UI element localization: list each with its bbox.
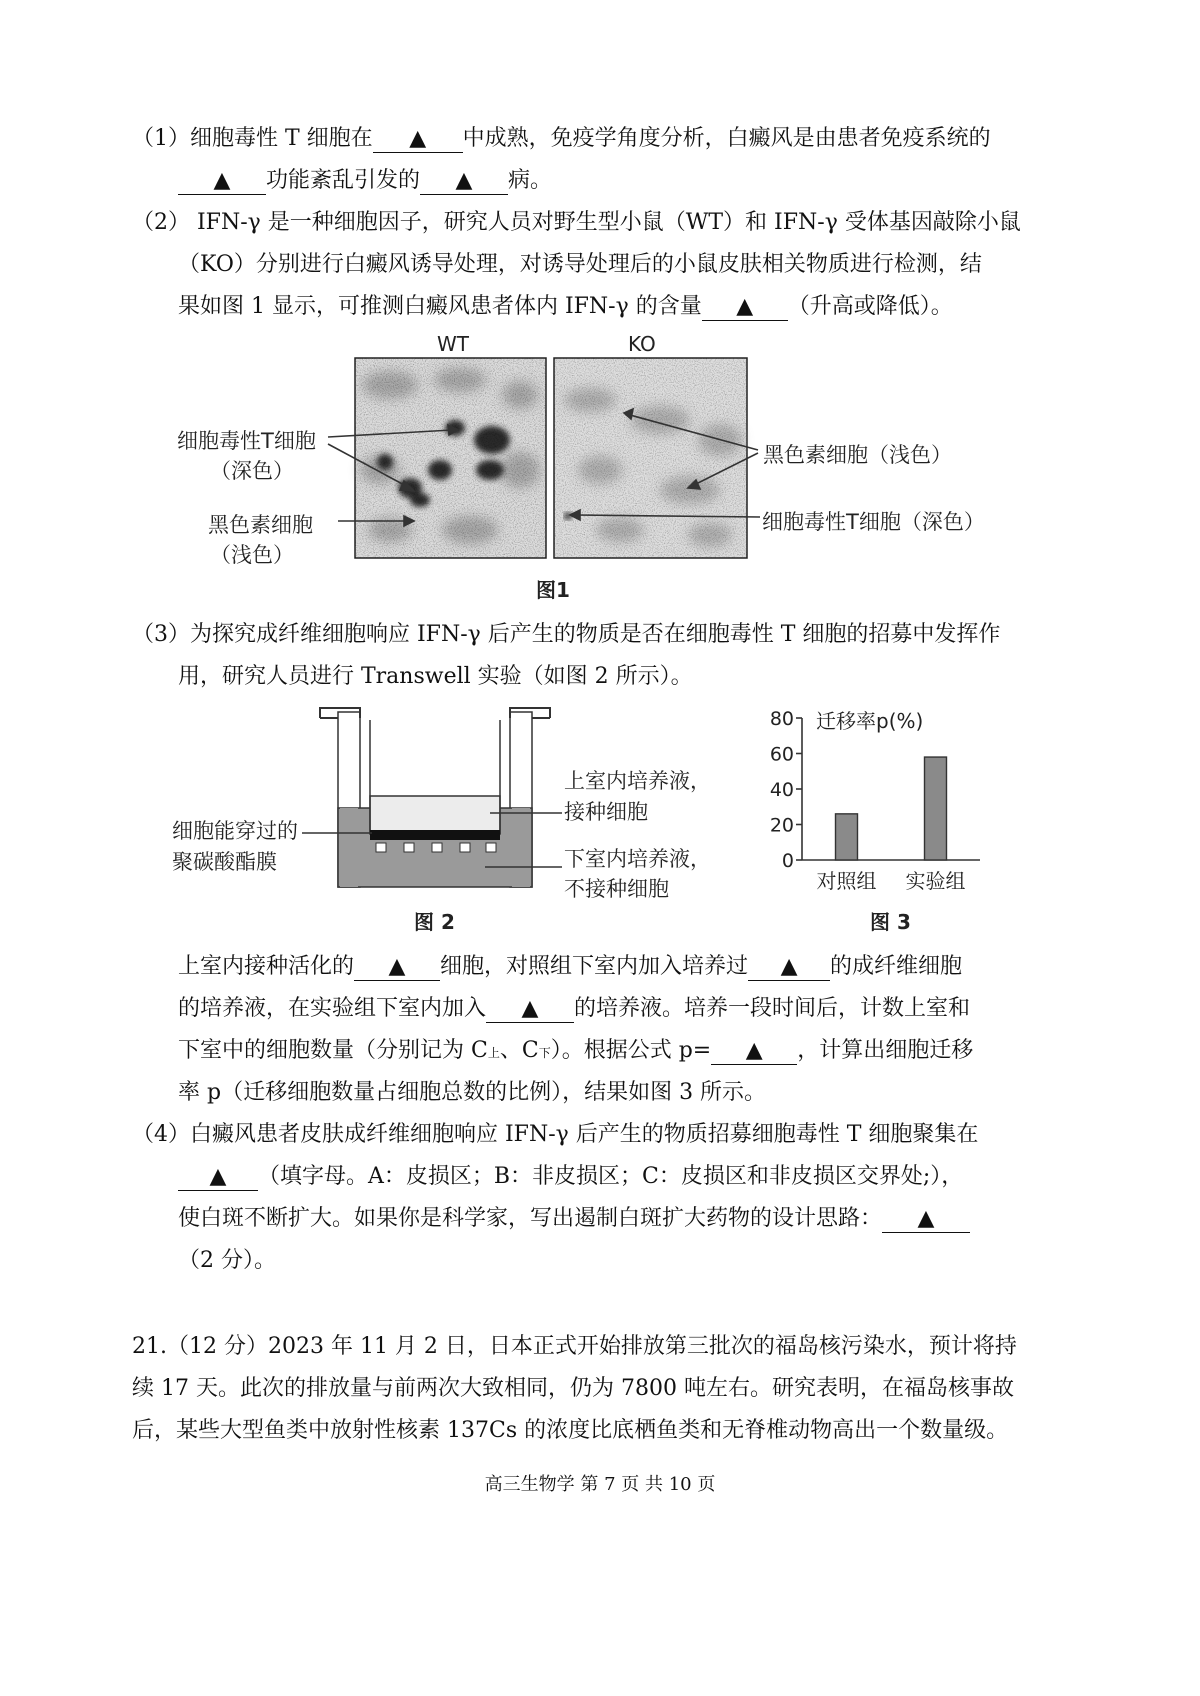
q21-line-2: 续 17 天。此次的排放量与前两次大致相同，仍为 7800 吨左右。研究表明，在福岛核事故	[132, 1376, 1014, 1401]
answer-blank[interactable]: ▲	[702, 294, 788, 321]
fig3-y-axis-label: 迁移率p(%)	[816, 709, 924, 733]
q4-text-a: （填字母。A：皮损区；B：非皮损区；C：皮损区和非皮损区交界处;），	[258, 1164, 964, 1189]
answer-blank[interactable]: ▲	[711, 1038, 797, 1065]
fig3-bar-chart	[760, 700, 1000, 900]
fig3-bar-2	[925, 757, 947, 860]
fig1-label-t-cell-left-2: （深色）	[210, 459, 294, 483]
q3-text-i: ，计算出细胞迁移	[797, 1038, 974, 1063]
q3-line-1: （3）为探究成纤维细胞响应 IFN-γ 后产生的物质是否在细胞毒性 T 细胞的招募中发挥作	[132, 622, 1001, 647]
ko-micrograph	[554, 358, 747, 558]
subscript-down: 下	[538, 1046, 551, 1060]
fig1-caption: 图1	[536, 578, 570, 602]
fig3-category-label: 实验组	[905, 869, 966, 893]
q3-line-2: 用，研究人员进行 Transwell 实验（如图 2 所示）。	[178, 664, 693, 689]
fig3-category-label: 对照组	[816, 869, 877, 893]
q3-text-b: 细胞，对照组下室内加入培养过	[440, 954, 749, 979]
answer-blank[interactable]: ▲	[748, 954, 830, 981]
fig2-label-lower: 下室内培养液，	[564, 847, 711, 871]
q1-text-d: 病。	[508, 168, 553, 193]
q3-para-line-3	[178, 1036, 973, 1068]
q4-line-3	[178, 1204, 970, 1234]
fig1-label-melanocyte-right: 黑色素细胞（浅色）	[763, 443, 952, 467]
fig2-label-upper-2: 接种细胞	[564, 800, 648, 824]
fig3-y-tick-label: 40	[769, 779, 794, 801]
fig3-y-tick-label: 0	[781, 850, 794, 872]
answer-blank[interactable]: ▲	[486, 996, 574, 1023]
answer-blank[interactable]: ▲	[373, 126, 463, 153]
fig1-label-wt: WT	[437, 332, 469, 356]
q3-text-e: 的培养液。培养一段时间后，计数上室和	[574, 996, 971, 1021]
fig1-label-t-cell-right: 细胞毒性T细胞（深色）	[762, 510, 985, 534]
q1-text-b: 中成熟，免疫学角度分析，白癜风是由患者免疫系统的	[462, 126, 991, 151]
q4-line-4: （2 分）。	[178, 1248, 276, 1273]
q1-text-a: （1）细胞毒性 T 细胞在	[132, 126, 373, 151]
fig2-label-lower-2: 不接种细胞	[564, 877, 669, 901]
answer-blank[interactable]: ▲	[178, 1164, 258, 1191]
fig1-label-melanocyte-left-2: （浅色）	[210, 543, 294, 567]
fig2-caption: 图 2	[414, 910, 455, 934]
fig3-y-tick-label: 20	[769, 814, 794, 837]
fig3-caption: 图 3	[870, 910, 911, 934]
fig2-label-membrane: 细胞能穿过的	[172, 819, 298, 843]
fig2-label-membrane-2: 聚碳酸酯膜	[172, 850, 277, 874]
q3-para-line-1	[178, 952, 962, 982]
q3-text-a: 上室内接种活化的	[178, 954, 355, 979]
q3-para-line-4: 率 p（迁移细胞数量占细胞总数的比例），结果如图 3 所示。	[178, 1080, 767, 1105]
subscript-up: 上	[487, 1046, 500, 1060]
q2-text-b: （升高或降低）。	[787, 294, 953, 319]
fig1-label-melanocyte-left: 黑色素细胞	[208, 513, 313, 537]
answer-blank[interactable]: ▲	[354, 954, 440, 981]
answer-blank[interactable]: ▲	[882, 1206, 970, 1233]
answer-blank[interactable]: ▲	[420, 168, 508, 195]
fig2-transwell-diagram	[300, 700, 570, 900]
q4-line-2	[178, 1162, 963, 1192]
q3-text-d: 的培养液，在实验组下室内加入	[178, 996, 487, 1021]
q4-line-1: （4）白癜风患者皮肤成纤维细胞响应 IFN-γ 后产生的物质招募细胞毒性 T 细胞聚集在	[132, 1122, 979, 1147]
q21-line-1: 21.（12 分）2023 年 11 月 2 日，日本正式开始排放第三批次的福岛核污染水，预计将持	[132, 1334, 1017, 1359]
fig1-label-t-cell-left: 细胞毒性T细胞	[177, 429, 316, 453]
page-footer: 高三生物学 第 7 页 共 10 页	[484, 1474, 716, 1495]
wt-micrograph	[355, 358, 546, 558]
q2-text-a: 果如图 1 显示，可推测白癜风患者体内 IFN-γ 的含量	[178, 294, 702, 319]
q2-line-2: （KO）分别进行白癜风诱导处理，对诱导处理后的小鼠皮肤相关物质进行检测，结	[178, 252, 982, 277]
fig3-y-tick-label: 60	[769, 743, 794, 766]
fig2-label-upper: 上室内培养液，	[564, 769, 711, 793]
fig1-graphic	[0, 0, 1200, 640]
q3-text-h: ）。根据公式 p=	[550, 1038, 712, 1063]
fig3-y-tick-label: 80	[769, 708, 794, 730]
q2-line-1: （2） IFN-γ 是一种细胞因子，研究人员对野生型小鼠（WT）和 IFN-γ 受体基因敲除小鼠	[132, 210, 1021, 235]
fig3-bar-1	[836, 814, 858, 860]
q3-text-f: 下室中的细胞数量（分别记为 C	[178, 1038, 488, 1063]
answer-blank[interactable]: ▲	[178, 168, 266, 195]
q21-line-3: 后，某些大型鱼类中放射性核素 137Cs 的浓度比底栖鱼类和无脊椎动物高出一个数量级。	[132, 1418, 1009, 1443]
q4-text-b: 使白斑不断扩大。如果你是科学家，写出遏制白斑扩大药物的设计思路：	[178, 1206, 883, 1231]
q3-text-g: 、C	[499, 1038, 539, 1063]
q3-text-c: 的成纤维细胞	[830, 954, 963, 979]
q1-text-c: 功能紊乱引发的	[266, 168, 421, 193]
fig1-label-ko: KO	[628, 332, 656, 356]
q3-para-line-2	[178, 994, 970, 1024]
